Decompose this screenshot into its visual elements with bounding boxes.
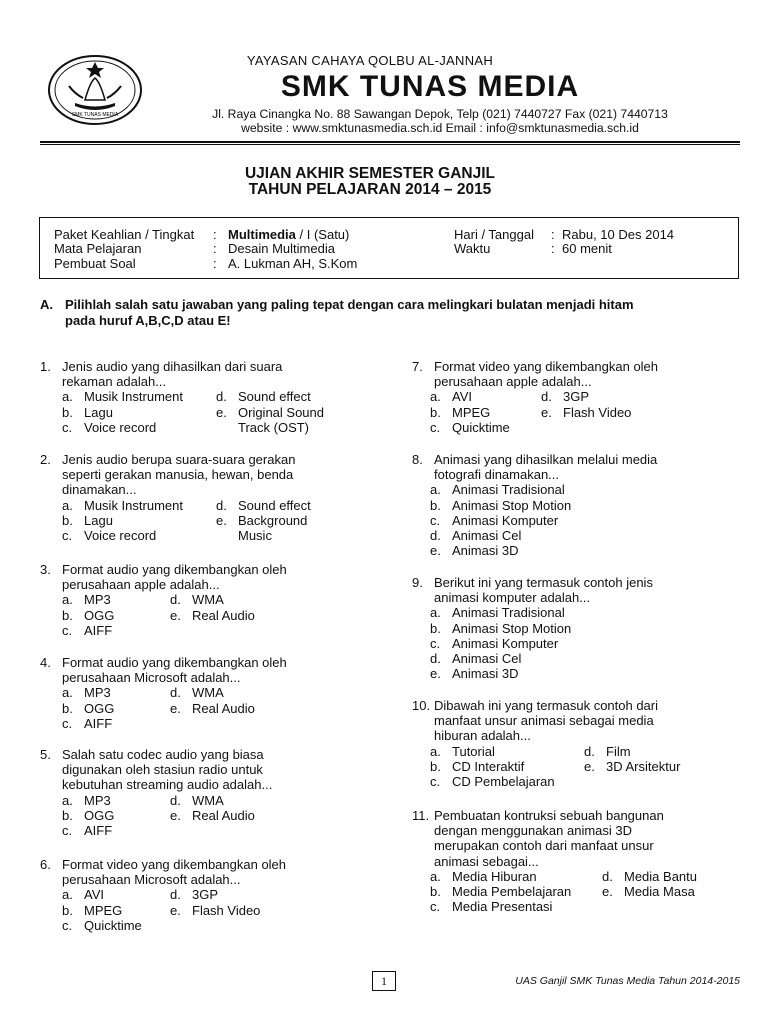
option-letter: b. [62, 700, 73, 716]
info-colon: : [551, 227, 555, 242]
option-text: MP3 [84, 592, 111, 608]
option-letter: c. [430, 512, 441, 528]
option-letter: a. [62, 592, 73, 608]
option-letter: a. [430, 482, 441, 498]
info-label-time: Waktu [454, 241, 491, 256]
option-letter: d. [541, 389, 552, 405]
question-number: 4. [40, 655, 51, 670]
option-text: Quicktime [452, 419, 510, 435]
question-text: Jenis audio berupa suara-suara gerakan [62, 452, 296, 467]
option-text: OGG [84, 607, 115, 623]
option-text: Voice record [84, 419, 157, 435]
option-letter: e. [602, 884, 613, 899]
option-letter: b. [430, 884, 441, 899]
option-text: Animasi Cel [452, 651, 522, 666]
question-text: animasi komputer adalah... [434, 590, 591, 606]
option-text: OGG [84, 700, 115, 716]
option-text: CD Interaktif [452, 758, 525, 774]
answer-option[interactable] [62, 716, 112, 731]
option-letter: e. [170, 902, 181, 918]
option-letter: c. [62, 528, 73, 543]
info-value-date: Rabu, 10 Des 2014 [562, 227, 675, 242]
option-text: Media Presentasi [452, 899, 553, 915]
answer-option[interactable] [430, 744, 495, 759]
option-text: Real Audio [192, 807, 255, 823]
section-label: A. [40, 297, 53, 312]
option-letter: a. [62, 497, 73, 513]
answer-option[interactable] [584, 759, 680, 774]
question-text: Dibawah ini yang termasuk contoh dari [434, 698, 659, 713]
answer-option[interactable] [430, 774, 555, 789]
answer-option[interactable] [602, 869, 697, 884]
option-text: 3D Arsitektur [606, 758, 681, 774]
question-text: merupakan contoh dari manfaat unsur [434, 838, 654, 854]
option-text: Original Sound [238, 404, 324, 420]
option-letter: e. [430, 666, 441, 682]
option-letter: d. [170, 685, 181, 701]
question-number: 6. [40, 857, 51, 872]
option-letter: a. [430, 389, 441, 405]
option-letter: b. [62, 902, 73, 918]
option-text: 3GP [192, 887, 219, 903]
answer-option[interactable] [62, 405, 113, 420]
answer-option[interactable] [62, 918, 142, 933]
answer-option[interactable] [430, 759, 524, 774]
answer-option[interactable] [430, 405, 490, 420]
option-text: Animasi Komputer [452, 635, 559, 651]
answer-option[interactable] [430, 621, 571, 636]
header-divider [40, 141, 740, 143]
option-letter: c. [62, 419, 73, 435]
option-letter: e. [584, 758, 595, 774]
option-text: AVI [452, 389, 472, 405]
option-text: Animasi Stop Motion [452, 620, 572, 636]
answer-option[interactable] [62, 793, 111, 808]
logo-text: SMK TUNAS MEDIA [71, 112, 119, 118]
option-letter: b. [62, 607, 73, 623]
option-text: Media Bantu [624, 868, 697, 884]
answer-option[interactable] [602, 884, 695, 899]
option-letter: e. [541, 404, 552, 420]
question-text: manfaat unsur animasi sebagai media [434, 713, 654, 729]
header-divider-thin [40, 144, 740, 145]
option-letter: d. [170, 792, 181, 808]
option-text: MPEG [452, 404, 491, 420]
info-value-time: 60 menit [562, 241, 612, 256]
option-text: AIFF [84, 622, 113, 638]
answer-option[interactable] [216, 498, 311, 513]
option-text: Animasi 3D [452, 666, 519, 682]
answer-option[interactable] [216, 513, 307, 528]
question-text: rekaman adalah... [62, 374, 167, 390]
option-text: Animasi 3D [452, 543, 519, 559]
option-text: Flash Video [192, 902, 261, 918]
question-number: 1. [40, 359, 51, 374]
question-text: perusahaan apple adalah... [434, 374, 592, 390]
option-text: Animasi Tradisional [452, 605, 565, 621]
option-text: Background [238, 512, 308, 528]
option-letter: a. [62, 792, 73, 808]
question-number: 10. [412, 698, 431, 713]
info-value-program: Multimedia / I (Satu) [228, 227, 350, 242]
option-letter: c. [430, 899, 441, 915]
option-letter: e. [430, 543, 441, 559]
option-letter: a. [62, 887, 73, 903]
option-text: MP3 [84, 685, 111, 701]
footer-text: UAS Ganjil SMK Tunas Media Tahun 2014-2015 [515, 975, 740, 987]
info-label-date: Hari / Tanggal [454, 227, 534, 242]
answer-option[interactable] [584, 744, 631, 759]
question-text: hiburan adalah... [434, 728, 531, 744]
answer-option[interactable] [430, 420, 510, 435]
answer-option[interactable] [62, 808, 114, 823]
answer-option[interactable] [430, 528, 521, 543]
answer-option[interactable] [170, 701, 255, 716]
option-text: Animasi Tradisional [452, 482, 565, 498]
question-text: perusahaan apple adalah... [62, 577, 220, 593]
answer-option[interactable] [430, 389, 472, 404]
answer-option[interactable] [170, 685, 224, 700]
answer-option[interactable] [62, 420, 156, 435]
school-name: SMK TUNAS MEDIA [280, 70, 580, 103]
school-contact: website : www.smktunasmedia.sch.id Email : info@smktunasmedia.sch.id [241, 121, 639, 135]
option-text: Real Audio [192, 607, 255, 623]
option-letter: e. [170, 700, 181, 716]
question-text: dengan menggunakan animasi 3D [434, 823, 633, 839]
option-letter: d. [430, 651, 441, 666]
option-letter: d. [216, 389, 227, 405]
info-value-subject: Desain Multimedia [228, 241, 335, 256]
answer-option[interactable] [170, 887, 218, 902]
answer-option[interactable] [170, 793, 224, 808]
question-number: 9. [412, 575, 423, 590]
option-letter: c. [62, 622, 73, 638]
question-text: animasi sebagai... [434, 853, 539, 869]
answer-option[interactable] [541, 389, 589, 404]
page-number: 1 [372, 971, 396, 991]
info-label-subject: Mata Pelajaran [54, 241, 142, 256]
school-logo [45, 48, 145, 128]
answer-option[interactable] [430, 884, 571, 899]
option-text: Lagu [84, 512, 113, 528]
answer-option[interactable] [430, 651, 521, 666]
answer-option[interactable] [62, 887, 104, 902]
option-letter: a. [430, 868, 441, 884]
option-text: Real Audio [192, 700, 255, 716]
option-text: Music [238, 528, 272, 543]
option-letter: a. [430, 743, 441, 759]
answer-option[interactable] [170, 608, 255, 623]
answer-option[interactable] [62, 528, 156, 543]
option-letter: c. [430, 635, 441, 651]
info-label-author: Pembuat Soal [54, 256, 136, 271]
option-text: Voice record [84, 528, 157, 543]
instruction-text [65, 297, 755, 329]
option-letter: b. [430, 404, 441, 420]
option-text: Animasi Stop Motion [452, 497, 572, 513]
question-text: Jenis audio yang dihasilkan dari suara [62, 359, 283, 374]
answer-option[interactable] [430, 513, 558, 528]
option-letter: a. [430, 605, 441, 621]
option-letter: a. [62, 389, 73, 405]
question-text: Berikut ini yang termasuk contoh jenis [434, 575, 653, 590]
option-text: MP3 [84, 792, 111, 808]
option-text: Sound effect [238, 389, 311, 405]
answer-option[interactable] [62, 701, 114, 716]
answer-option[interactable] [62, 389, 183, 404]
info-colon: : [213, 241, 217, 256]
question-text: Salah satu codec audio yang biasa [62, 747, 264, 762]
option-text: Sound effect [238, 497, 311, 513]
answer-option[interactable] [216, 420, 309, 435]
question-number: 11. [412, 808, 430, 823]
option-text: Musik Instrument [84, 389, 183, 405]
option-letter: b. [430, 497, 441, 513]
question-number: 8. [412, 452, 423, 467]
option-text: 3GP [563, 389, 590, 405]
option-letter: e. [216, 404, 227, 420]
question-text: digunakan oleh stasiun radio untuk [62, 762, 263, 778]
answer-option[interactable] [216, 405, 324, 420]
option-text: Media Masa [624, 884, 695, 899]
option-letter: e. [170, 807, 181, 823]
instruction-line: pada huruf A,B,C,D atau E! [65, 313, 231, 328]
question-number: 5. [40, 747, 51, 762]
answer-option[interactable] [430, 498, 571, 513]
option-text: AVI [84, 887, 104, 903]
option-letter: b. [62, 807, 73, 823]
option-letter: c. [62, 823, 73, 838]
info-colon: : [213, 227, 217, 242]
answer-option[interactable] [430, 666, 518, 681]
option-letter: c. [62, 917, 73, 933]
option-text: Lagu [84, 404, 113, 420]
option-letter: d. [216, 497, 227, 513]
question-text: Pembuatan kontruksi sebuah bangunan [434, 808, 664, 823]
question-text: Format audio yang dikembangkan oleh [62, 562, 287, 577]
option-text: OGG [84, 807, 115, 823]
option-text: WMA [192, 592, 224, 608]
option-text: WMA [192, 685, 224, 701]
foundation-name: YAYASAN CAHAYA QOLBU AL-JANNAH [246, 53, 494, 68]
option-letter: c. [430, 419, 441, 435]
answer-option[interactable] [430, 636, 558, 651]
option-letter: d. [170, 592, 181, 608]
info-colon: : [551, 241, 555, 256]
option-letter: e. [170, 607, 181, 623]
question-text: Animasi yang dihasilkan melalui media [434, 452, 658, 467]
answer-option[interactable] [170, 592, 224, 607]
answer-option[interactable] [430, 869, 537, 884]
option-text: CD Pembelajaran [452, 774, 555, 789]
option-letter: c. [430, 774, 441, 789]
option-letter: d. [584, 743, 595, 759]
option-text: Animasi Cel [452, 528, 522, 543]
answer-option[interactable] [62, 823, 112, 838]
question-text: Format video yang dikembangkan oleh [434, 359, 659, 374]
option-letter: c. [62, 715, 73, 731]
question-text: Format audio yang dikembangkan oleh [62, 655, 287, 670]
option-letter: d. [602, 868, 613, 884]
answer-option[interactable] [216, 528, 272, 543]
answer-option[interactable] [216, 389, 311, 404]
option-text: Flash Video [563, 404, 632, 420]
option-text: Tutorial [452, 743, 495, 759]
school-address: Jl. Raya Cinangka No. 88 Sawangan Depok, Telp (021) 7440727 Fax (021) 7440713 [212, 107, 668, 121]
answer-option[interactable] [62, 498, 183, 513]
instruction-line: Pilihlah salah satu jawaban yang paling tepat dengan cara melingkari bulatan menjadi hitam [65, 297, 634, 312]
answer-option[interactable] [170, 903, 260, 918]
question-number: 3. [40, 562, 51, 577]
answer-option[interactable] [62, 685, 111, 700]
option-text: AIFF [84, 715, 113, 731]
answer-option[interactable] [62, 513, 113, 528]
answer-option[interactable] [62, 903, 122, 918]
answer-option[interactable] [62, 623, 112, 638]
option-text: Track (OST) [238, 419, 310, 435]
option-text: Media Hiburan [452, 868, 537, 884]
option-letter: a. [62, 685, 73, 701]
question-number: 7. [412, 359, 423, 374]
answer-option[interactable] [170, 808, 255, 823]
info-colon: : [213, 256, 217, 271]
option-text: Film [606, 743, 631, 759]
exam-year: TAHUN PELAJARAN 2014 – 2015 [248, 181, 492, 198]
option-letter: b. [430, 758, 441, 774]
question-text: kebutuhan streaming audio adalah... [62, 777, 273, 793]
question-number: 2. [40, 452, 51, 467]
option-text: Media Pembelajaran [452, 884, 572, 899]
option-letter: d. [170, 887, 181, 903]
option-letter: b. [430, 620, 441, 636]
option-letter: b. [62, 512, 73, 528]
option-text: MPEG [84, 902, 123, 918]
answer-option[interactable] [430, 482, 565, 497]
answer-option[interactable] [430, 899, 552, 914]
answer-option[interactable] [430, 543, 518, 558]
question-text: Format video yang dikembangkan oleh [62, 857, 287, 872]
option-text: AIFF [84, 823, 113, 838]
question-text: fotografi dinamakan... [434, 467, 560, 483]
exam-title: UJIAN AKHIR SEMESTER GANJIL [244, 165, 496, 182]
option-text: Animasi Komputer [452, 512, 559, 528]
answer-option[interactable] [430, 605, 565, 620]
option-letter: e. [216, 512, 227, 528]
question-text: dinamakan... [62, 482, 137, 498]
option-text: WMA [192, 792, 224, 808]
answer-option[interactable] [541, 405, 631, 420]
question-text: seperti gerakan manusia, hewan, benda [62, 467, 294, 483]
info-value-author: A. Lukman AH, S.Kom [228, 256, 358, 271]
answer-option[interactable] [62, 592, 111, 607]
option-letter: b. [62, 404, 73, 420]
answer-option[interactable] [62, 608, 114, 623]
option-text: Quicktime [84, 917, 142, 933]
question-text: perusahaan Microsoft adalah... [62, 872, 241, 888]
option-letter: d. [430, 528, 441, 543]
option-text: Musik Instrument [84, 497, 183, 513]
info-label-program: Paket Keahlian / Tingkat [54, 227, 195, 242]
question-text: perusahaan Microsoft adalah... [62, 670, 241, 686]
